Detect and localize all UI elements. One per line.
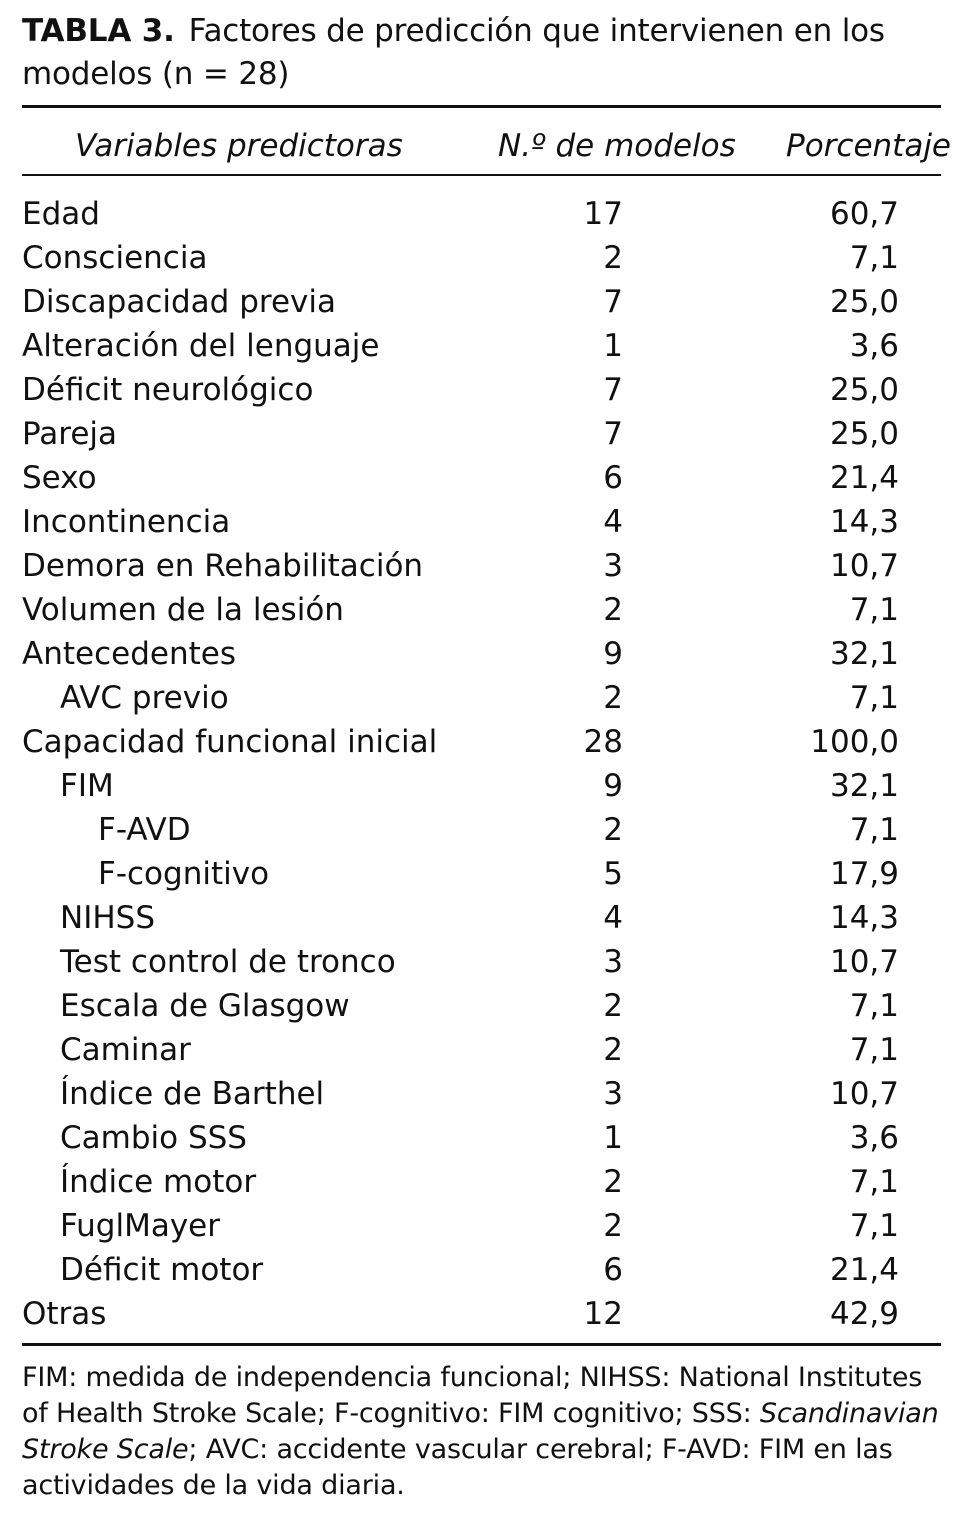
table-body bbox=[22, 192, 941, 1336]
row-percentage: 3,6 bbox=[849, 328, 899, 364]
row-percentage: 10,7 bbox=[829, 944, 899, 980]
table-footnote bbox=[22, 1360, 942, 1504]
row-models-count: 3 bbox=[603, 1076, 623, 1112]
row-models-count: 2 bbox=[603, 988, 623, 1024]
row-variable-name: Alteración del lenguaje bbox=[22, 328, 380, 364]
row-percentage: 7,1 bbox=[849, 1208, 899, 1244]
row-models-count: 1 bbox=[603, 1120, 623, 1156]
footnote-text-2: ; AVC: accidente vascular cerebral; F-AVD: FIM en las actividades de la vida diaria. bbox=[22, 1434, 893, 1501]
row-percentage: 100,0 bbox=[810, 724, 899, 760]
row-models-count: 2 bbox=[603, 1208, 623, 1244]
row-percentage: 10,7 bbox=[829, 548, 899, 584]
row-models-count: 7 bbox=[603, 284, 623, 320]
row-variable-name: Déficit neurológico bbox=[22, 372, 314, 408]
table-row bbox=[22, 1028, 941, 1072]
row-variable-name: Caminar bbox=[60, 1032, 191, 1068]
row-models-count: 3 bbox=[603, 944, 623, 980]
row-variable-name: Antecedentes bbox=[22, 636, 236, 672]
row-variable-name: F-cognitivo bbox=[98, 856, 270, 892]
row-models-count: 7 bbox=[603, 416, 623, 452]
row-percentage: 7,1 bbox=[849, 812, 899, 848]
row-models-count: 4 bbox=[603, 504, 623, 540]
table-caption bbox=[22, 10, 942, 96]
row-variable-name: Índice motor bbox=[60, 1164, 257, 1200]
row-variable-name: Déficit motor bbox=[60, 1252, 264, 1288]
table-row bbox=[22, 368, 941, 412]
row-models-count: 7 bbox=[603, 372, 623, 408]
table-title: Factores de predicción que intervienen en los modelos (n = 28) bbox=[22, 13, 885, 92]
row-variable-name: Consciencia bbox=[22, 240, 208, 276]
row-models-count: 1 bbox=[603, 328, 623, 364]
row-models-count: 28 bbox=[583, 724, 623, 760]
row-percentage: 7,1 bbox=[849, 1032, 899, 1068]
row-variable-name: NIHSS bbox=[60, 900, 155, 936]
bottom-rule bbox=[22, 1343, 941, 1346]
row-models-count: 17 bbox=[583, 196, 623, 232]
table-row bbox=[22, 280, 941, 324]
row-percentage: 60,7 bbox=[829, 196, 899, 232]
header-models: N.º de modelos bbox=[498, 128, 736, 164]
table-row bbox=[22, 192, 941, 236]
table-row bbox=[22, 1292, 941, 1336]
footnote-text-italic: Scandinavian Stroke Scale bbox=[22, 1398, 939, 1465]
row-percentage: 42,9 bbox=[829, 1296, 899, 1332]
row-variable-name: FIM bbox=[60, 768, 114, 804]
row-variable-name: Índice de Barthel bbox=[60, 1076, 325, 1112]
row-variable-name: F-AVD bbox=[98, 812, 191, 848]
table-row bbox=[22, 984, 941, 1028]
row-variable-name: Edad bbox=[22, 196, 100, 232]
row-models-count: 2 bbox=[603, 680, 623, 716]
table-row bbox=[22, 1248, 941, 1292]
row-variable-name: Volumen de la lesión bbox=[22, 592, 344, 628]
row-percentage: 14,3 bbox=[829, 504, 899, 540]
table-row bbox=[22, 676, 941, 720]
row-models-count: 9 bbox=[603, 636, 623, 672]
table-row bbox=[22, 896, 941, 940]
row-variable-name: AVC previo bbox=[60, 680, 229, 716]
row-variable-name: Sexo bbox=[22, 460, 97, 496]
footnote-text-1: FIM: medida de independencia funcional; NIHSS: National Institutes of Health Stroke Scale; F-cognitivo: FIM cognitivo; SSS: bbox=[22, 1362, 923, 1429]
row-percentage: 17,9 bbox=[829, 856, 899, 892]
row-percentage: 7,1 bbox=[849, 240, 899, 276]
table-row bbox=[22, 808, 941, 852]
table-row bbox=[22, 720, 941, 764]
row-percentage: 25,0 bbox=[829, 372, 899, 408]
row-models-count: 6 bbox=[603, 1252, 623, 1288]
header-rule bbox=[22, 174, 941, 176]
row-percentage: 7,1 bbox=[849, 1164, 899, 1200]
row-percentage: 25,0 bbox=[829, 284, 899, 320]
table-row bbox=[22, 764, 941, 808]
table-row bbox=[22, 412, 941, 456]
table-row bbox=[22, 544, 941, 588]
row-models-count: 6 bbox=[603, 460, 623, 496]
row-models-count: 2 bbox=[603, 592, 623, 628]
table-label: TABLA 3. bbox=[22, 13, 175, 49]
row-percentage: 7,1 bbox=[849, 592, 899, 628]
row-percentage: 25,0 bbox=[829, 416, 899, 452]
table-row bbox=[22, 1072, 941, 1116]
row-models-count: 2 bbox=[603, 812, 623, 848]
table-row bbox=[22, 1204, 941, 1248]
table-row bbox=[22, 236, 941, 280]
row-variable-name: Cambio SSS bbox=[60, 1120, 247, 1156]
row-models-count: 2 bbox=[603, 1032, 623, 1068]
row-variable-name: Pareja bbox=[22, 416, 118, 452]
row-percentage: 7,1 bbox=[849, 988, 899, 1024]
row-variable-name: Escala de Glasgow bbox=[60, 988, 350, 1024]
row-models-count: 9 bbox=[603, 768, 623, 804]
row-models-count: 12 bbox=[583, 1296, 623, 1332]
row-percentage: 21,4 bbox=[829, 1252, 899, 1288]
table-row bbox=[22, 456, 941, 500]
row-percentage: 3,6 bbox=[849, 1120, 899, 1156]
row-models-count: 2 bbox=[603, 1164, 623, 1200]
table-row bbox=[22, 940, 941, 984]
row-variable-name: Capacidad funcional inicial bbox=[22, 724, 438, 760]
row-percentage: 7,1 bbox=[849, 680, 899, 716]
row-percentage: 32,1 bbox=[829, 636, 899, 672]
row-models-count: 5 bbox=[603, 856, 623, 892]
row-variable-name: Demora en Rehabilitación bbox=[22, 548, 424, 584]
table-row bbox=[22, 588, 941, 632]
table-row bbox=[22, 852, 941, 896]
row-percentage: 14,3 bbox=[829, 900, 899, 936]
row-models-count: 4 bbox=[603, 900, 623, 936]
table-row bbox=[22, 632, 941, 676]
row-percentage: 10,7 bbox=[829, 1076, 899, 1112]
top-rule bbox=[22, 105, 941, 108]
header-percent: Porcentaje bbox=[786, 128, 952, 164]
row-models-count: 2 bbox=[603, 240, 623, 276]
row-variable-name: Discapacidad previa bbox=[22, 284, 336, 320]
row-percentage: 32,1 bbox=[829, 768, 899, 804]
table-row bbox=[22, 1160, 941, 1204]
row-variable-name: Incontinencia bbox=[22, 504, 231, 540]
table-row bbox=[22, 500, 941, 544]
table-row bbox=[22, 1116, 941, 1160]
header-variable: Variables predictoras bbox=[75, 128, 403, 164]
table-row bbox=[22, 324, 941, 368]
row-variable-name: Test control de tronco bbox=[60, 944, 396, 980]
row-models-count: 3 bbox=[603, 548, 623, 584]
row-percentage: 21,4 bbox=[829, 460, 899, 496]
row-variable-name: FuglMayer bbox=[60, 1208, 220, 1244]
row-variable-name: Otras bbox=[22, 1296, 107, 1332]
